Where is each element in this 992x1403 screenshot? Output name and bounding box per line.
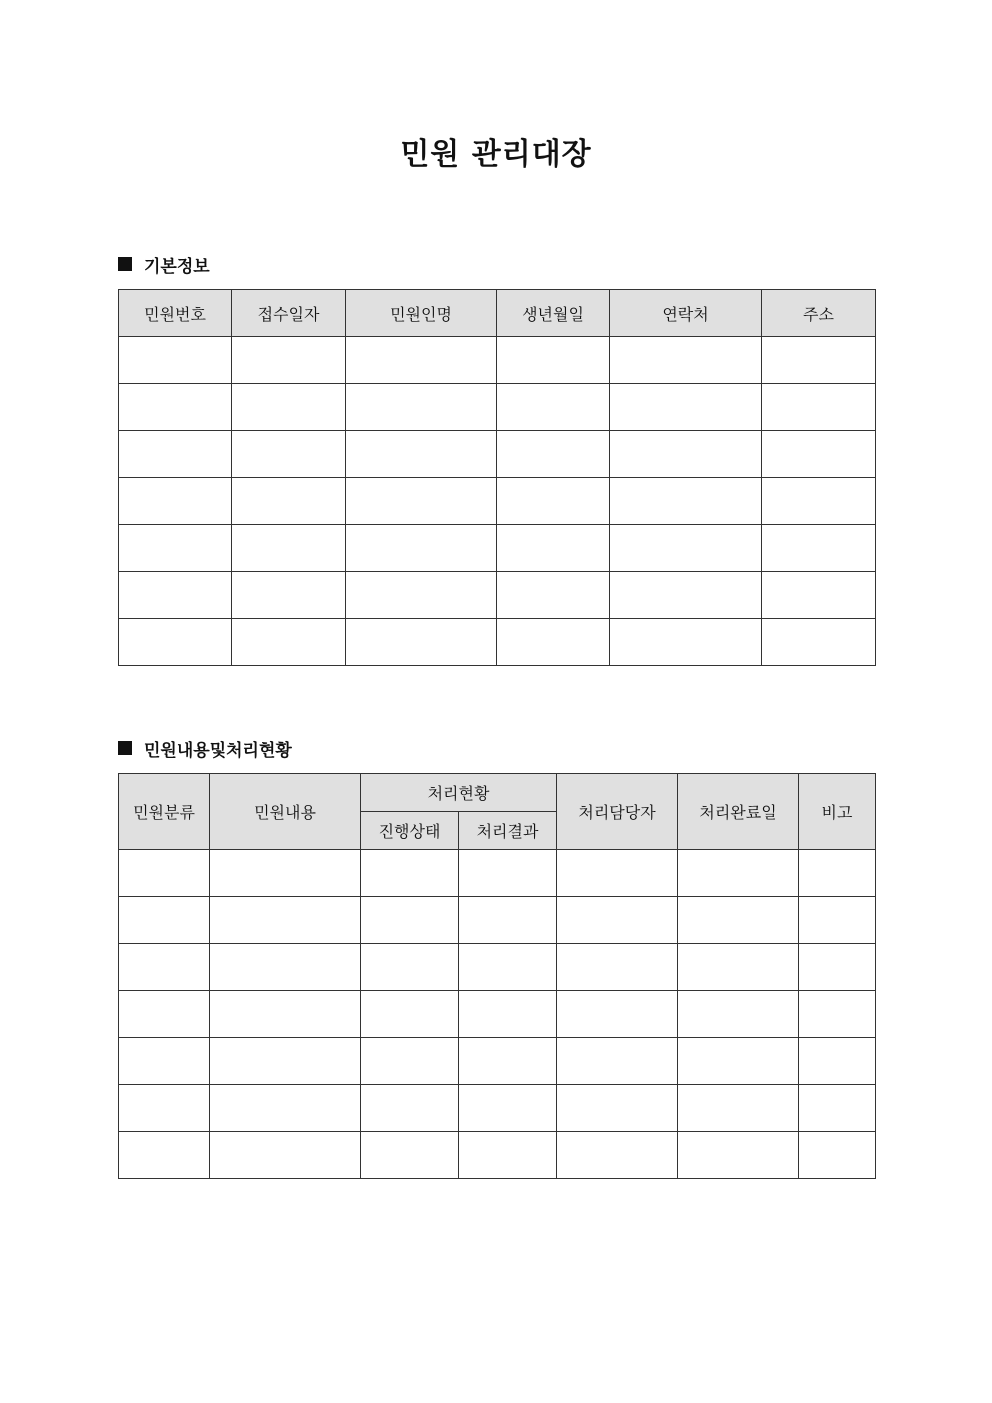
table-cell[interactable] xyxy=(610,572,762,619)
table-cell[interactable] xyxy=(210,1038,361,1085)
column-header-complaint-content: 민원내용 xyxy=(210,774,361,850)
column-header-completion-date: 처리완료일 xyxy=(678,774,799,850)
table-cell[interactable] xyxy=(678,897,799,944)
table-cell[interactable] xyxy=(678,850,799,897)
table-cell[interactable] xyxy=(762,619,876,666)
table-cell[interactable] xyxy=(232,337,346,384)
basic-info-table xyxy=(118,289,876,666)
table-cell[interactable] xyxy=(459,1085,557,1132)
basic-info-header-row xyxy=(119,290,876,337)
table-cell[interactable] xyxy=(678,1132,799,1179)
table-cell[interactable] xyxy=(119,1038,210,1085)
complaint-status-row xyxy=(119,944,876,991)
table-cell[interactable] xyxy=(232,572,346,619)
page-title: 민원 관리대장 xyxy=(400,137,592,172)
table-cell[interactable] xyxy=(119,384,232,431)
table-cell[interactable] xyxy=(346,572,497,619)
column-header-processing-result: 처리결과 xyxy=(459,812,557,850)
table-cell[interactable] xyxy=(762,525,876,572)
column-header-progress-state: 진행상태 xyxy=(361,812,459,850)
table-cell[interactable] xyxy=(610,525,762,572)
table-cell[interactable] xyxy=(119,572,232,619)
table-cell[interactable] xyxy=(497,431,610,478)
complaint-status-row xyxy=(119,897,876,944)
table-cell[interactable] xyxy=(762,384,876,431)
table-cell[interactable] xyxy=(346,525,497,572)
basic-info-body xyxy=(119,337,876,666)
column-header-complainant-name: 민원인명 xyxy=(346,290,497,337)
table-cell[interactable] xyxy=(119,897,210,944)
column-header-address: 주소 xyxy=(762,290,876,337)
table-cell[interactable] xyxy=(210,897,361,944)
column-header-processing-officer: 처리담당자 xyxy=(557,774,678,850)
table-cell[interactable] xyxy=(799,1132,876,1179)
table-cell[interactable] xyxy=(346,478,497,525)
basic-info-heading xyxy=(118,251,210,277)
table-cell[interactable] xyxy=(210,850,361,897)
table-cell[interactable] xyxy=(557,991,678,1038)
table-cell[interactable] xyxy=(361,897,459,944)
table-cell[interactable] xyxy=(346,384,497,431)
table-cell[interactable] xyxy=(557,850,678,897)
table-cell[interactable] xyxy=(361,1085,459,1132)
column-header-contact: 연락처 xyxy=(610,290,762,337)
table-cell[interactable] xyxy=(459,1132,557,1179)
basic-info-row xyxy=(119,525,876,572)
table-cell[interactable] xyxy=(610,478,762,525)
table-cell[interactable] xyxy=(232,525,346,572)
table-cell[interactable] xyxy=(799,897,876,944)
table-cell[interactable] xyxy=(361,944,459,991)
table-cell[interactable] xyxy=(459,1038,557,1085)
table-cell[interactable] xyxy=(497,525,610,572)
table-cell[interactable] xyxy=(361,1038,459,1085)
table-cell[interactable] xyxy=(610,384,762,431)
complaint-status-row xyxy=(119,1132,876,1179)
table-cell[interactable] xyxy=(232,431,346,478)
table-cell[interactable] xyxy=(678,1038,799,1085)
column-header-receipt-date: 접수일자 xyxy=(232,290,346,337)
table-cell[interactable] xyxy=(210,1132,361,1179)
basic-info-row xyxy=(119,384,876,431)
table-cell[interactable] xyxy=(557,1085,678,1132)
square-bullet-icon xyxy=(118,741,132,755)
column-header-complaint-number: 민원번호 xyxy=(119,290,232,337)
table-cell[interactable] xyxy=(497,337,610,384)
table-cell[interactable] xyxy=(210,944,361,991)
table-cell[interactable] xyxy=(497,384,610,431)
table-cell[interactable] xyxy=(346,337,497,384)
table-cell[interactable] xyxy=(210,1085,361,1132)
table-cell[interactable] xyxy=(119,991,210,1038)
table-cell[interactable] xyxy=(459,897,557,944)
table-cell[interactable] xyxy=(678,944,799,991)
table-cell[interactable] xyxy=(459,991,557,1038)
table-cell[interactable] xyxy=(119,850,210,897)
table-cell[interactable] xyxy=(610,337,762,384)
complaint-status-row xyxy=(119,1038,876,1085)
table-cell[interactable] xyxy=(361,1132,459,1179)
table-cell[interactable] xyxy=(119,1085,210,1132)
column-header-processing-status-group: 처리현황 xyxy=(361,774,557,812)
basic-info-row xyxy=(119,572,876,619)
table-cell[interactable] xyxy=(210,991,361,1038)
column-header-complaint-category: 민원분류 xyxy=(119,774,210,850)
table-cell[interactable] xyxy=(799,944,876,991)
table-cell[interactable] xyxy=(497,619,610,666)
table-cell[interactable] xyxy=(232,478,346,525)
table-cell[interactable] xyxy=(799,1038,876,1085)
table-cell[interactable] xyxy=(119,1132,210,1179)
complaint-status-table xyxy=(118,773,876,1179)
complaint-status-body xyxy=(119,850,876,1179)
complaint-status-heading-label: 민원내용및처리현황 xyxy=(144,740,292,761)
table-cell[interactable] xyxy=(459,850,557,897)
table-cell[interactable] xyxy=(610,431,762,478)
table-cell[interactable] xyxy=(557,944,678,991)
table-cell[interactable] xyxy=(557,1132,678,1179)
column-header-birth-date: 생년월일 xyxy=(497,290,610,337)
complaint-status-row xyxy=(119,991,876,1038)
basic-info-row xyxy=(119,337,876,384)
complaint-status-row xyxy=(119,1085,876,1132)
table-cell[interactable] xyxy=(361,850,459,897)
table-cell[interactable] xyxy=(346,431,497,478)
table-cell[interactable] xyxy=(119,525,232,572)
table-cell[interactable] xyxy=(799,1085,876,1132)
table-cell[interactable] xyxy=(762,431,876,478)
table-cell[interactable] xyxy=(799,991,876,1038)
complaint-status-row xyxy=(119,850,876,897)
table-cell[interactable] xyxy=(119,944,210,991)
table-cell[interactable] xyxy=(799,850,876,897)
table-cell[interactable] xyxy=(557,897,678,944)
table-cell[interactable] xyxy=(762,572,876,619)
table-cell[interactable] xyxy=(361,991,459,1038)
table-cell[interactable] xyxy=(557,1038,678,1085)
table-cell[interactable] xyxy=(678,991,799,1038)
table-cell[interactable] xyxy=(497,478,610,525)
table-cell[interactable] xyxy=(497,572,610,619)
table-cell[interactable] xyxy=(119,619,232,666)
table-cell[interactable] xyxy=(119,337,232,384)
basic-info-row xyxy=(119,478,876,525)
square-bullet-icon xyxy=(118,257,132,271)
table-cell[interactable] xyxy=(762,337,876,384)
table-cell[interactable] xyxy=(762,478,876,525)
table-cell[interactable] xyxy=(232,384,346,431)
table-cell[interactable] xyxy=(610,619,762,666)
table-cell[interactable] xyxy=(232,619,346,666)
complaint-status-heading xyxy=(118,735,292,761)
basic-info-heading-label: 기본정보 xyxy=(144,256,210,277)
complaint-header-row-top xyxy=(119,774,876,812)
column-header-remarks: 비고 xyxy=(799,774,876,850)
table-cell[interactable] xyxy=(119,431,232,478)
basic-info-row xyxy=(119,619,876,666)
table-cell[interactable] xyxy=(459,944,557,991)
table-cell[interactable] xyxy=(119,478,232,525)
table-cell[interactable] xyxy=(678,1085,799,1132)
table-cell[interactable] xyxy=(346,619,497,666)
basic-info-row xyxy=(119,431,876,478)
